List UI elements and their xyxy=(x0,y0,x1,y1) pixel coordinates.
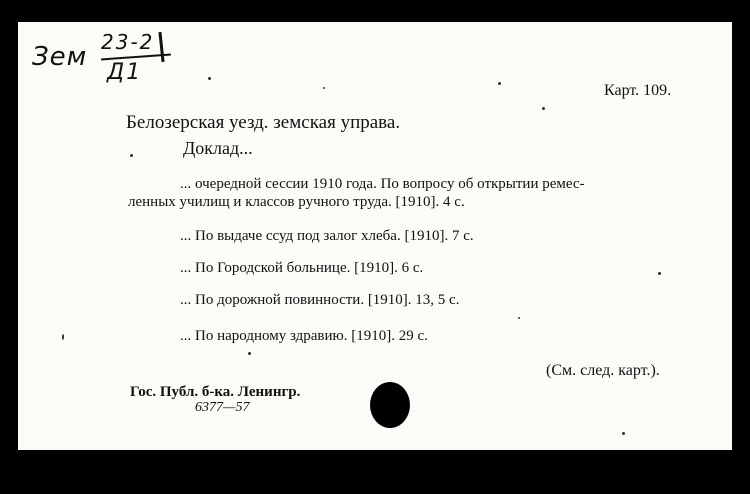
handwritten-stroke xyxy=(158,32,164,62)
card-number: Карт. 109. xyxy=(604,82,672,99)
subheading: Доклад... xyxy=(183,138,253,158)
shelfmark: 6377—57 xyxy=(195,400,250,415)
heading: Белозерская уезд. земская управа. xyxy=(126,112,401,133)
entry-5: ... По народному здравию. [1910]. 29 с. xyxy=(180,328,428,344)
speck xyxy=(542,107,545,110)
entry-1-line-1: ... очередной сессии 1910 года. По вопросу об открытии ремес- xyxy=(180,176,585,192)
speck xyxy=(622,432,625,435)
speck xyxy=(130,154,133,157)
speck xyxy=(248,352,251,355)
entry-3: ... По Городской больнице. [1910]. 6 с. xyxy=(180,260,424,276)
library-stamp: Гос. Публ. б-ка. Ленингр. xyxy=(130,384,301,400)
entry-1-line-2: ленных училищ и классов ручного труда. [1910]. 4 с. xyxy=(128,194,465,210)
punch-hole xyxy=(370,382,410,428)
speck xyxy=(62,334,64,340)
speck xyxy=(518,317,520,319)
catalog-card xyxy=(18,22,732,450)
speck xyxy=(323,87,325,89)
speck xyxy=(498,82,501,85)
handwritten-number: 23-2 xyxy=(101,30,155,54)
handwritten-sub: Д1 xyxy=(107,60,143,85)
speck xyxy=(208,77,211,80)
handwritten-code: Зем xyxy=(32,42,88,72)
entry-4: ... По дорожной повинности. [1910]. 13, 5 с. xyxy=(180,292,460,308)
see-next-card: (См. след. карт.). xyxy=(546,362,660,379)
entry-2: ... По выдаче ссуд под залог хлеба. [1910]. 7 с. xyxy=(180,228,474,244)
speck xyxy=(658,272,661,275)
